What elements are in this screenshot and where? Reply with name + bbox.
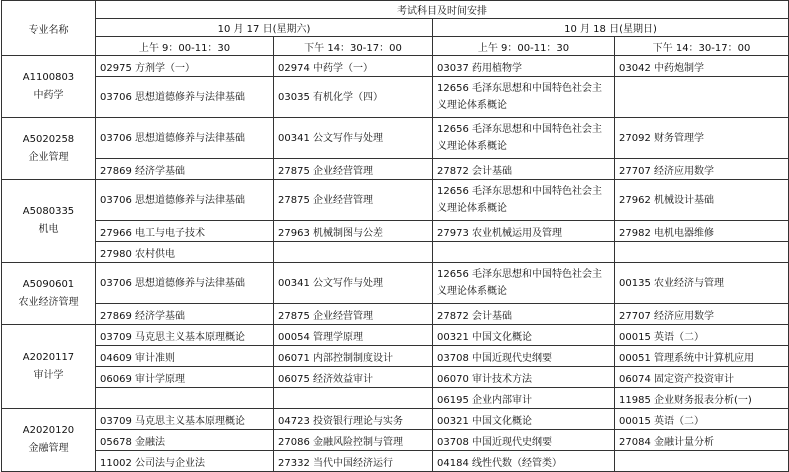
course-cell: 02974 中药学（一）: [274, 56, 433, 77]
course-cell: 03709 马克思主义基本原理概论: [96, 325, 274, 346]
empty-cell: [615, 451, 789, 472]
major-name: 中药学: [33, 89, 64, 101]
exam-schedule-table: [1, 0, 789, 472]
course-cell: 03706 思想道德修养与法律基础: [96, 180, 274, 221]
table-row: [2, 118, 789, 159]
course-cell: 03035 有机化学（四）: [274, 77, 433, 118]
course-cell: 04184 线性代数（经管类）: [433, 451, 615, 472]
table-row: [2, 388, 789, 409]
course-cell: 00321 中国文化概论: [433, 409, 615, 430]
course-cell: 27963 机械制图与公差: [274, 221, 433, 242]
table-row: [2, 159, 789, 180]
schedule-title: 考试科目及时间安排: [96, 1, 789, 19]
course-cell: 03708 中国近现代史纲要: [433, 430, 615, 451]
course-cell: 06074 固定资产投资审计: [615, 367, 789, 388]
major-name: 农业经济管理: [18, 296, 79, 308]
course-cell: 05678 金融法: [96, 430, 274, 451]
course-cell: 27875 企业经营管理: [274, 180, 433, 221]
table-row: [2, 430, 789, 451]
course-cell: 27966 电工与电子技术: [96, 221, 274, 242]
course-cell: 12656 毛泽东思想和中国特色社会主义理论体系概论: [433, 77, 615, 118]
course-cell: 00135 农业经济与管理: [615, 263, 789, 304]
course-cell: 27869 经济学基础: [96, 304, 274, 325]
course-cell: 27707 经济应用数学: [615, 159, 789, 180]
course-cell: 27707 经济应用数学: [615, 304, 789, 325]
empty-cell: [274, 388, 433, 409]
course-cell: 06195 企业内部审计: [433, 388, 615, 409]
course-cell: 12656 毛泽东思想和中国特色社会主义理论体系概论: [433, 180, 615, 221]
table-row: [2, 263, 789, 304]
course-cell: 03706 思想道德修养与法律基础: [96, 77, 274, 118]
day1-pm-slot: 下午 14：30-17：00: [274, 37, 433, 56]
major-code: A5020258: [22, 133, 75, 145]
day2-header: 10 月 18 日(星期日): [433, 19, 789, 37]
schedule-body: [2, 56, 789, 472]
course-cell: 27962 机械设计基础: [615, 180, 789, 221]
course-cell: 27092 财务管理学: [615, 118, 789, 159]
major-name: 审计学: [33, 369, 64, 381]
major-column-header: 专业名称: [2, 1, 96, 56]
course-cell: 00341 公文写作与处理: [274, 118, 433, 159]
major-cell: [2, 180, 96, 263]
course-cell: 00054 管理学原理: [274, 325, 433, 346]
table-row: [2, 242, 789, 263]
course-cell: 04609 审计准则: [96, 346, 274, 367]
course-cell: 12656 毛泽东思想和中国特色社会主义理论体系概论: [433, 263, 615, 304]
major-cell: [2, 56, 96, 118]
major-code: A2020117: [22, 351, 75, 363]
major-code: A2020120: [22, 425, 75, 436]
table-row: [2, 221, 789, 242]
course-cell: 06070 审计技术方法: [433, 367, 615, 388]
course-cell: 27980 农村供电: [96, 242, 274, 263]
course-cell: 00341 公文写作与处理: [274, 263, 433, 304]
empty-cell: [274, 242, 433, 263]
major-code: A1100803: [22, 71, 75, 83]
course-cell: 27875 企业经营管理: [274, 304, 433, 325]
table-row: [2, 409, 789, 430]
day2-am-slot: 上午 9：00-11：30: [433, 37, 615, 56]
course-cell: 27982 电机电器维修: [615, 221, 789, 242]
course-cell: 03037 药用植物学: [433, 56, 615, 77]
course-cell: 27875 企业经营管理: [274, 159, 433, 180]
course-cell: 11002 公司法与企业法: [96, 451, 274, 472]
course-cell: 27872 会计基础: [433, 159, 615, 180]
table-row: [2, 325, 789, 346]
major-cell: [2, 118, 96, 180]
course-cell: 27872 会计基础: [433, 304, 615, 325]
empty-cell: [433, 242, 615, 263]
table-row: [2, 56, 789, 77]
course-cell: 27332 当代中国经济运行: [274, 451, 433, 472]
course-cell: 27084 金融计量分析: [615, 430, 789, 451]
course-cell: 04723 投资银行理论与实务: [274, 409, 433, 430]
table-row: [2, 180, 789, 221]
major-code: A5090601: [22, 278, 75, 290]
course-cell: 11985 企业财务报表分析(一): [615, 388, 789, 409]
course-cell: 00015 英语（二）: [615, 409, 789, 430]
course-cell: 12656 毛泽东思想和中国特色社会主义理论体系概论: [433, 118, 615, 159]
table-row: [2, 451, 789, 472]
course-cell: 03706 思想道德修养与法律基础: [96, 118, 274, 159]
table-row: [2, 77, 789, 118]
course-cell: 00051 管理系统中计算机应用: [615, 346, 789, 367]
major-cell: [2, 409, 96, 472]
course-cell: 27973 农业机械运用及管理: [433, 221, 615, 242]
course-cell: 27869 经济学基础: [96, 159, 274, 180]
table-row: [2, 346, 789, 367]
course-cell: 06075 经济效益审计: [274, 367, 433, 388]
day1-am-slot: 上午 9：00-11：30: [96, 37, 274, 56]
course-cell: 27086 金融风险控制与管理: [274, 430, 433, 451]
empty-cell: [615, 77, 789, 118]
course-cell: 03708 中国近现代史纲要: [433, 346, 615, 367]
course-cell: 00015 英语（二）: [615, 325, 789, 346]
course-cell: 02975 方剂学（一）: [96, 56, 274, 77]
course-cell: 00321 中国文化概论: [433, 325, 615, 346]
course-cell: 03709 马克思主义基本原理概论: [96, 409, 274, 430]
major-name: 机电: [38, 224, 59, 235]
day2-pm-slot: 下午 14：30-17：00: [615, 37, 789, 56]
course-cell: 03706 思想道德修养与法律基础: [96, 263, 274, 304]
day1-header: 10 月 17 日(星期六): [96, 19, 433, 37]
major-cell: [2, 263, 96, 325]
empty-cell: [96, 388, 274, 409]
course-cell: 03042 中药炮制学: [615, 56, 789, 77]
table-row: [2, 367, 789, 388]
table-row: [2, 304, 789, 325]
major-code: A5080335: [22, 206, 75, 217]
major-name: 企业管理: [28, 151, 69, 163]
course-cell: 06069 审计学原理: [96, 367, 274, 388]
major-cell: [2, 325, 96, 409]
major-name: 金融管理: [28, 443, 69, 454]
empty-cell: [615, 242, 789, 263]
course-cell: 06071 内部控制制度设计: [274, 346, 433, 367]
